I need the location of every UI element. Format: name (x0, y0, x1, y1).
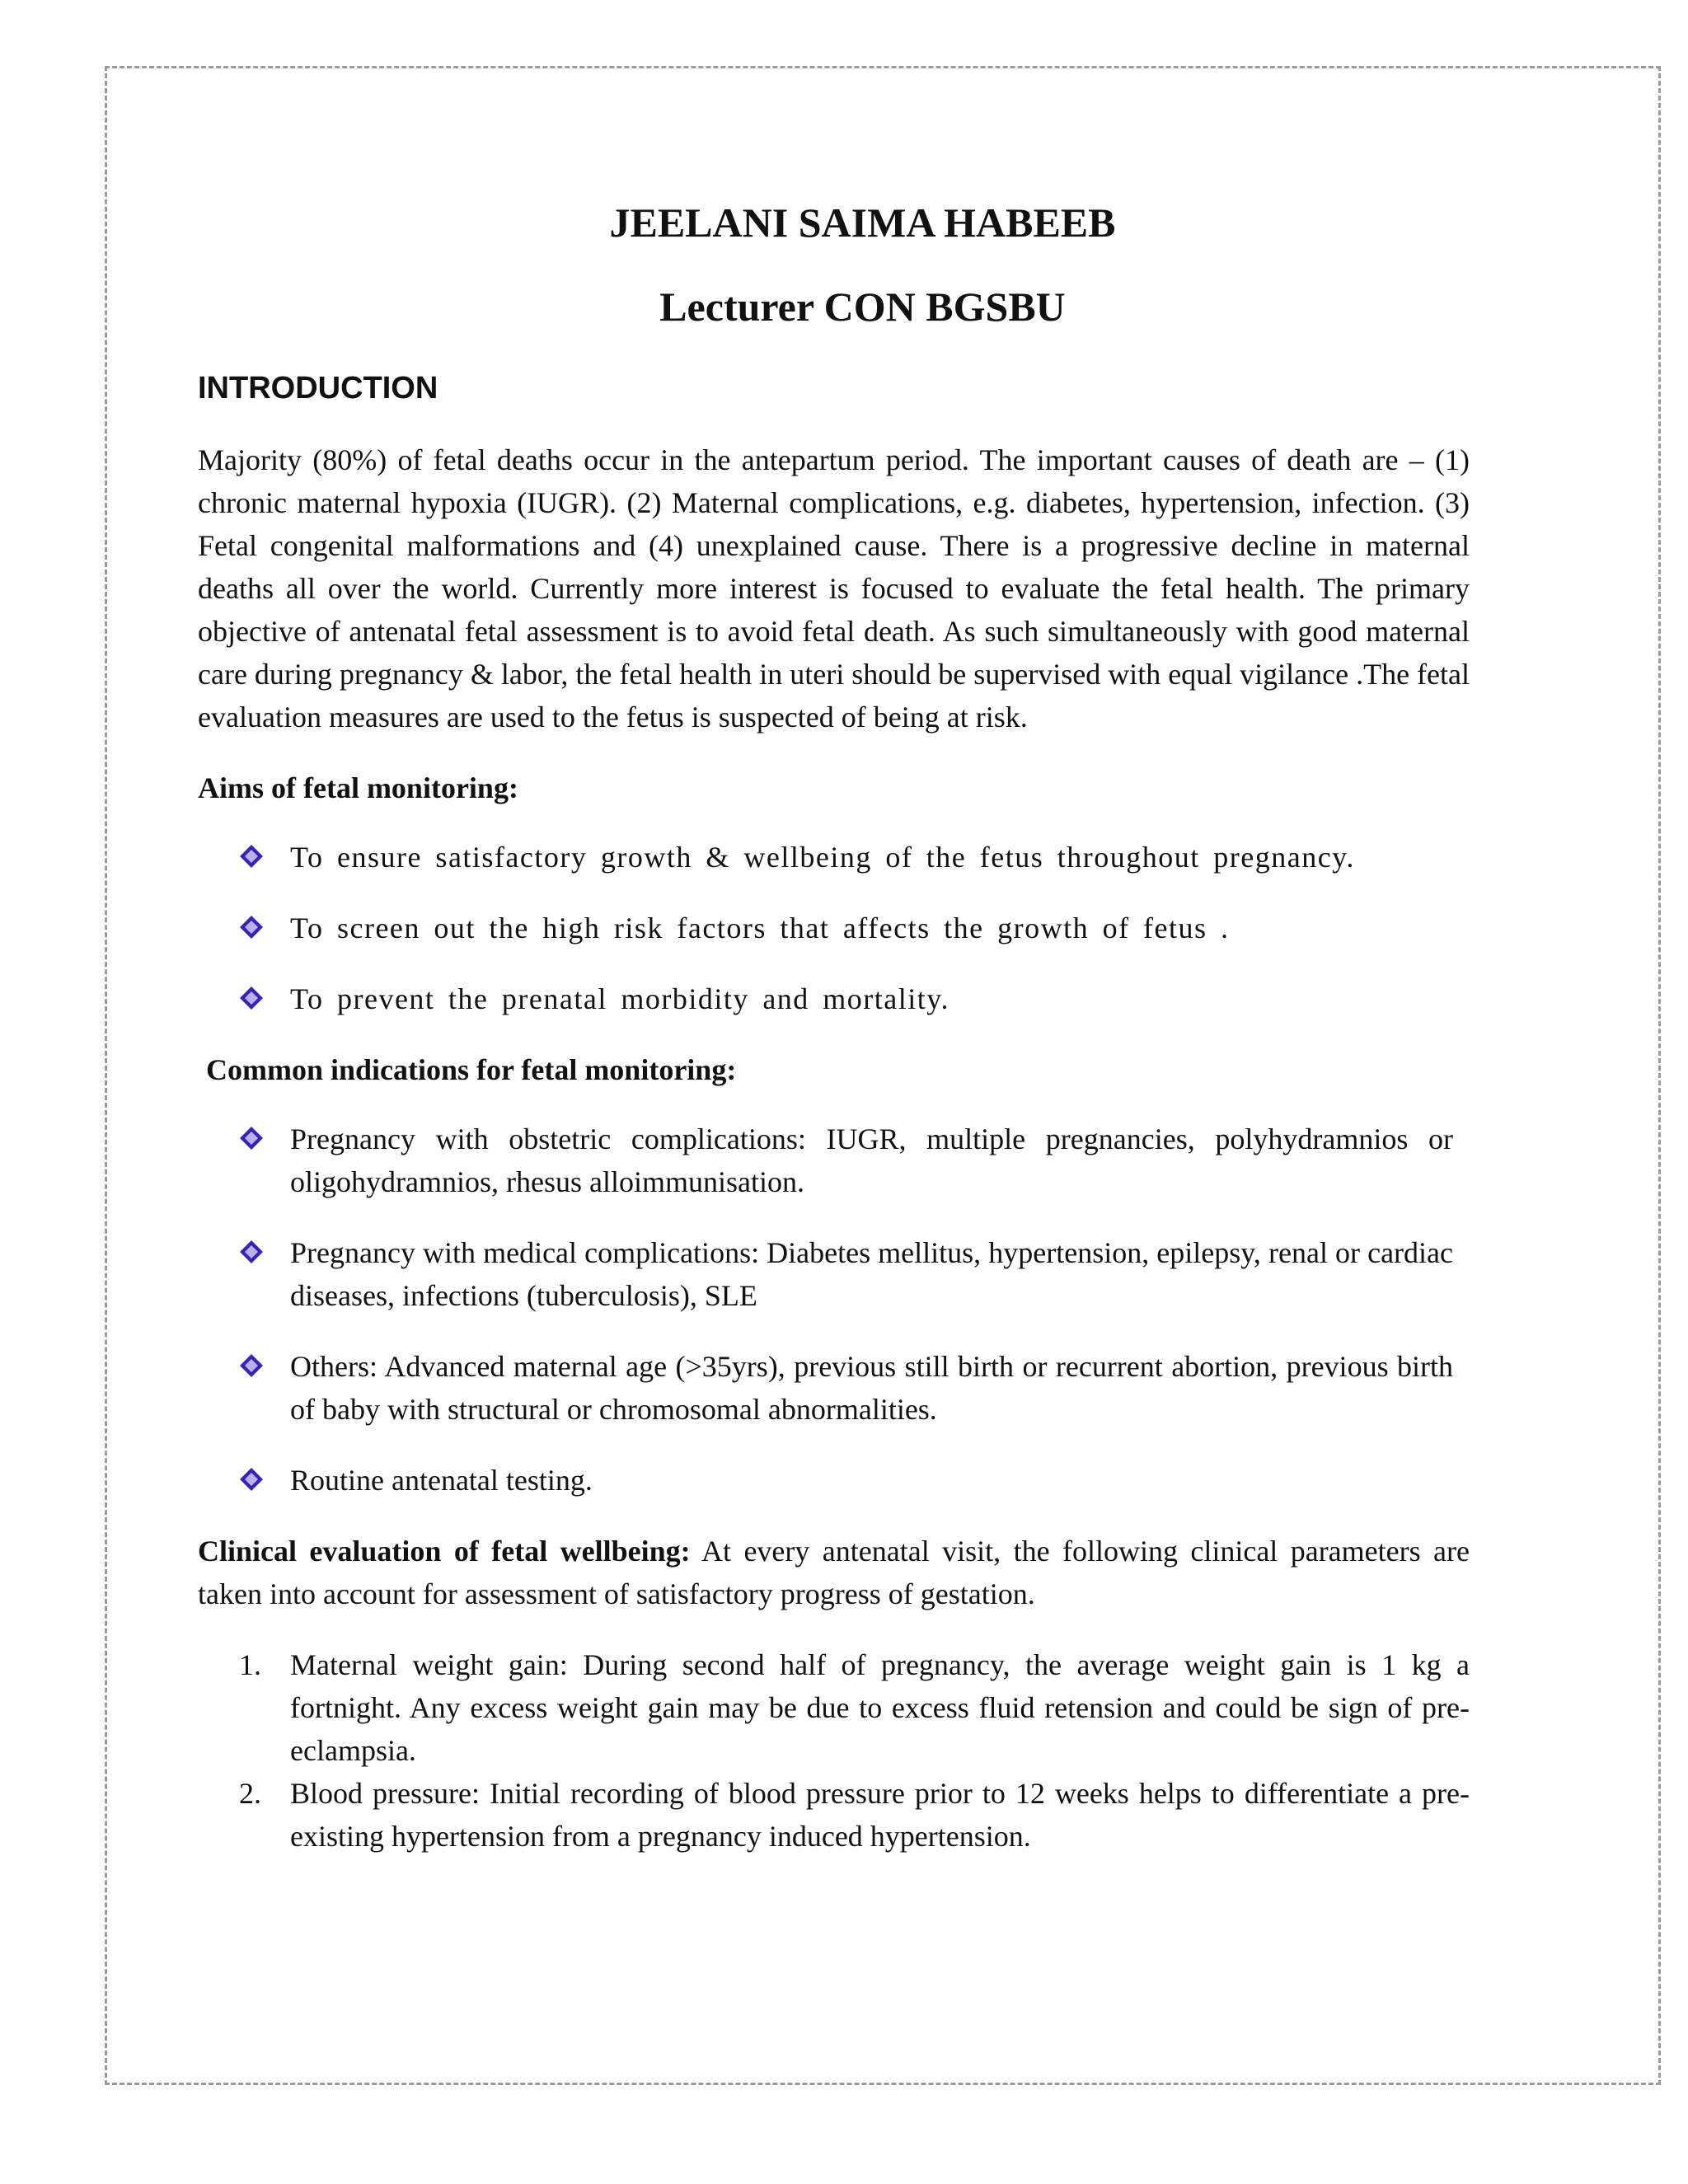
diamond-bullet-icon (239, 1126, 264, 1151)
list-item (239, 1643, 1470, 1772)
author-name: JEELANI SAIMA HABEEB (609, 199, 1116, 246)
list-item-text: Routine antenatal testing. (290, 1464, 593, 1497)
list-item (290, 907, 1470, 949)
list-item-text: To prevent the prenatal morbidity and mortality. (290, 982, 950, 1015)
list-item-text: Blood pressure: Initial recording of blood pressure prior to 12 weeks helps to differentiate a pre- existing hypertension from a pregnancy induced hypertension. (290, 1777, 1470, 1853)
list-item-number: 1. (239, 1648, 261, 1681)
clinical-parameters-list (198, 1643, 1470, 1858)
diamond-bullet-icon (239, 986, 264, 1010)
list-item-text: To ensure satisfactory growth & wellbeing of the fetus throughout pregnancy. (290, 841, 1355, 874)
list-item (290, 977, 1470, 1020)
introduction-paragraph: Majority (80%) of fetal deaths occur in the antepartum period. The important causes of death are – (1) chronic maternal hypoxia (IUGR). (2) Maternal complications, e.g. diabetes, hypertension, infection. (3) Fetal congenital malformations and (4) unexplained cause. There is a progressive decline in maternal deaths all over the world. Currently more interest is focused to evaluate the fetal health. The primary objective of antenatal fetal assessment is to avoid fetal death. As such simultaneously with good maternal care during pregnancy & labor, the fetal health in uteri should be supervised with equal vigilance .The fetal evaluation measures are used to the fetus is suspected of being at risk. (198, 443, 1470, 733)
list-item (290, 1118, 1470, 1203)
list-item (290, 1231, 1470, 1317)
list-item (290, 1459, 1470, 1502)
list-item-text: Pregnancy with obstetric complications: IUGR, multiple pregnancies, polyhydramnios or oligohydramnios, rhesus alloimmunisation. (290, 1122, 1453, 1198)
list-item-text: Pregnancy with medical complications: Diabetes mellitus, hypertension, epilepsy, renal or cardiac diseases, infections (tuberculosis), SLE (290, 1236, 1453, 1312)
list-item-text: To screen out the high risk factors that affects the growth of fetus . (290, 912, 1230, 944)
list-item (290, 836, 1470, 879)
aims-heading: Aims of fetal monitoring: (198, 771, 518, 804)
list-item-text: Others: Advanced maternal age (>35yrs), previous still birth or recurrent abortion, previous birth of baby with structural or chromosomal abnormalities. (290, 1350, 1453, 1426)
diamond-bullet-icon (239, 1240, 264, 1264)
clinical-evaluation-paragraph (198, 1530, 1470, 1615)
clinical-evaluation-lead: Clinical evaluation of fetal wellbeing: (198, 1535, 691, 1568)
diamond-bullet-icon (239, 844, 264, 869)
diamond-bullet-icon (239, 1353, 264, 1378)
document-body (198, 196, 1470, 1858)
list-item (290, 1345, 1470, 1431)
list-item (239, 1772, 1470, 1858)
indications-heading: Common indications for fetal monitoring: (206, 1053, 737, 1086)
aims-list (198, 836, 1470, 1020)
list-item-number: 2. (239, 1777, 261, 1810)
author-affiliation: Lecturer CON BGSBU (659, 284, 1066, 330)
diamond-bullet-icon (239, 1467, 264, 1492)
indications-list (198, 1118, 1470, 1502)
list-item-text: Maternal weight gain: During second half of pregnancy, the average weight gain is 1 kg a fortnight. Any excess weight gain may be due to excess fluid retension and could be sign of pre- eclampsia. (290, 1648, 1470, 1767)
diamond-bullet-icon (239, 915, 264, 940)
clinical-evaluation-text: At every antenatal visit, the following clinical parameters are taken into account for assessment of satisfactory progress of gestation. (198, 1535, 1470, 1610)
introduction-heading: INTRODUCTION (198, 371, 438, 405)
